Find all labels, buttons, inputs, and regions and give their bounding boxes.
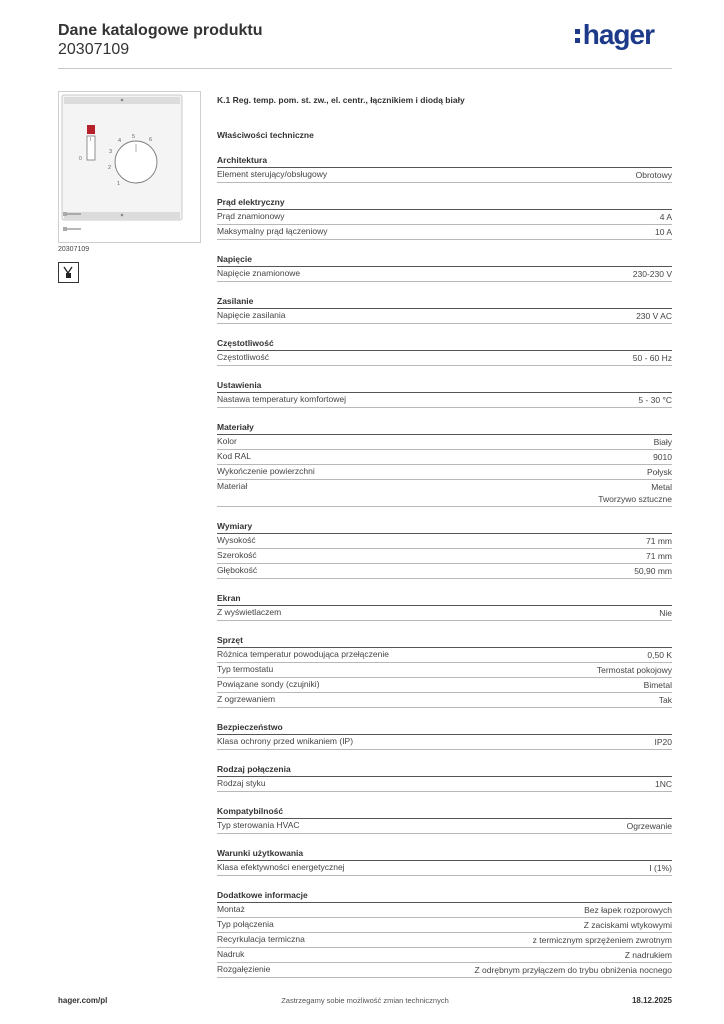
spec-row [217,777,672,792]
spec-label: Nadruk [217,949,245,959]
spec-value-line: 230 V AC [636,311,672,321]
spec-value [584,904,672,916]
spec-row [217,267,672,282]
spec-label: Montaż [217,904,245,914]
spec-value [636,169,672,181]
spec-row [217,819,672,834]
spec-value-line: 9010 [653,452,672,462]
spec-row [217,963,672,978]
spec-group [217,380,672,408]
spec-value-line: Bimetal [643,680,672,690]
svg-text:1: 1 [117,181,121,187]
spec-value-line: Połysk [646,467,672,477]
spec-row [217,564,672,579]
spec-group-title: Materiały [217,422,672,435]
spec-value [646,550,672,562]
spec-row [217,648,672,663]
image-caption: 20307109 [58,246,90,253]
spec-group-title: Rodzaj połączenia [217,764,672,777]
spec-label: Prąd znamionowy [217,211,285,221]
spec-label: Z ogrzewaniem [217,694,276,704]
header-divider [58,68,672,69]
spec-group [217,155,672,183]
spec-value [655,226,672,238]
spec-group [217,635,672,708]
spec-label: Kolor [217,436,237,446]
spec-value-line: 1NC [654,779,672,789]
spec-groups [217,155,672,978]
spec-value-line: 230-230 V [632,269,672,279]
spec-group-title: Zasilanie [217,296,672,309]
spec-row [217,435,672,450]
spec-label: Materiał [217,481,248,491]
spec-row [217,933,672,948]
spec-value-line: I (1%) [649,863,672,873]
spec-label: Z wyświetlaczem [217,607,282,617]
spec-group-title: Warunki użytkowania [217,848,672,861]
spec-value [627,820,672,832]
spec-row [217,210,672,225]
svg-text:6: 6 [149,137,153,143]
spec-row [217,903,672,918]
spec-value [633,352,672,364]
technical-spec-panel [217,95,672,978]
spec-value [475,964,673,976]
spec-value [598,481,672,505]
spec-label: Napięcie zasilania [217,310,286,320]
svg-text:0: 0 [79,156,82,162]
spec-group-title: Dodatkowe informacje [217,890,672,903]
spec-group [217,254,672,282]
hager-logo [575,19,654,50]
spec-row [217,480,672,507]
document-title: Dane katalogowe produktu [58,22,263,39]
spec-value-line: Z odrębnym przyłączem do trybu obniżenia nocnego [474,965,672,975]
spec-group-title: Wymiary [217,521,672,534]
spec-value [533,934,672,946]
spec-label: Wysokość [217,535,256,545]
svg-text:5: 5 [132,134,136,140]
spec-value-line: 10 A [654,227,672,237]
spec-value [653,451,672,463]
product-image [58,91,201,243]
spec-group-title: Częstotliwość [217,338,672,351]
spec-row [217,693,672,708]
spec-group [217,197,672,240]
spec-value [655,778,672,790]
footer-website-link[interactable]: hager.com/pl [58,996,108,1005]
spec-group [217,806,672,834]
spec-value [634,565,672,577]
spec-value-line: 50,90 mm [634,566,672,576]
spec-label: Powiązane sondy (czujniki) [217,679,320,689]
spec-value [633,268,672,280]
spec-label: Rozgałęzienie [217,964,271,974]
spec-row [217,465,672,480]
spec-value-line: Bez łapek rozporowych [584,905,672,915]
spec-label: Częstotliwość [217,352,269,362]
spec-value [654,436,672,448]
spec-value [649,862,672,874]
spec-value-line: Obrotowy [635,170,672,180]
spec-row [217,678,672,693]
footer-disclaimer: Zastrzegamy sobie możliwość zmian technicznych [281,996,449,1005]
spec-value [659,694,672,706]
spec-row [217,948,672,963]
spec-value-line: Z zaciskami wtykowymi [583,920,672,930]
spec-label: Nastawa temperatury komfortowej [217,394,346,404]
spec-row [217,918,672,933]
spec-group-title: Sprzęt [217,635,672,648]
spec-value-line: Metal [651,482,672,492]
spec-row [217,393,672,408]
spec-row [217,534,672,549]
spec-value [647,649,672,661]
spec-group [217,890,672,978]
spec-group [217,338,672,366]
spec-value [636,310,672,322]
spec-row [217,549,672,564]
spec-value-line: Z nadrukiem [624,950,672,960]
spec-value-line: 71 mm [646,551,672,561]
spec-group [217,521,672,579]
delivered-with-screws-icon [58,262,79,283]
spec-group-title: Kompatybilność [217,806,672,819]
spec-row [217,861,672,876]
spec-label: Głębokość [217,565,258,575]
section-heading: Właściwości techniczne [217,130,314,140]
spec-group [217,764,672,792]
spec-label: Typ termostatu [217,664,274,674]
spec-value-line: 5 - 30 °C [638,395,672,405]
spec-label: Kod RAL [217,451,252,461]
spec-group [217,848,672,876]
spec-row [217,450,672,465]
spec-label: Różnica temperatur powodująca przełączenie [217,649,389,659]
page-footer [58,996,672,1008]
spec-label: Rodzaj styku [217,778,266,788]
spec-value [644,679,672,691]
spec-group-title: Ustawienia [217,380,672,393]
thermostat-illustration [59,92,200,242]
svg-text:I: I [90,137,92,143]
spec-value [659,607,672,619]
spec-value [638,394,672,406]
spec-value-line: z termicznym sprzężeniem zwrotnym [532,935,672,945]
svg-text:2: 2 [108,165,112,171]
spec-label: Typ połączenia [217,919,274,929]
spec-value [660,211,672,223]
spec-value [597,664,672,676]
spec-value-line: 71 mm [646,536,672,546]
spec-value [655,736,673,748]
spec-group [217,593,672,621]
spec-value-line: Tak [658,695,672,705]
spec-row [217,225,672,240]
svg-text:4: 4 [118,138,122,144]
spec-label: Klasa efektywności energetycznej [217,862,345,872]
spec-group-title: Napięcie [217,254,672,267]
spec-label: Typ sterowania HVAC [217,820,300,830]
spec-value-line: 50 - 60 Hz [632,353,672,363]
page-header [58,19,672,68]
spec-label: Wykończenie powierzchni [217,466,315,476]
spec-value [584,919,672,931]
spec-value [625,949,672,961]
logo-text: hager [582,19,654,50]
spec-row [217,309,672,324]
spec-group-title: Ekran [217,593,672,606]
spec-value-line: Ogrzewanie [626,821,672,831]
spec-label: Maksymalny prąd łączeniowy [217,226,328,236]
product-code: 20307109 [58,41,130,58]
spec-group-title: Architektura [217,155,672,168]
spec-row [217,168,672,183]
spec-group [217,722,672,750]
spec-label: Klasa ochrony przed wnikaniem (IP) [217,736,354,746]
spec-value-line: Nie [659,608,672,618]
spec-value [646,535,672,547]
spec-row [217,606,672,621]
spec-value-line: IP20 [654,737,672,747]
spec-value [647,466,672,478]
spec-value-line: Biały [653,437,672,447]
spec-group [217,296,672,324]
spec-label: Szerokość [217,550,257,560]
product-description: K.1 Reg. temp. pom. st. zw., el. centr., łącznikiem i diodą biały [217,95,465,105]
svg-text:3: 3 [109,149,113,155]
spec-label: Napięcie znamionowe [217,268,301,278]
spec-value-line: Tworzywo sztuczne [598,494,672,504]
spec-group-title: Prąd elektryczny [217,197,672,210]
spec-group [217,422,672,507]
product-media [58,91,201,283]
spec-group-title: Bezpieczeństwo [217,722,672,735]
spec-label: Element sterujący/obsługowy [217,169,328,179]
spec-row [217,735,672,750]
spec-value-line: 4 A [659,212,672,222]
spec-value-line: Termostat pokojowy [596,665,672,675]
spec-label: Recyrkulacja termiczna [217,934,305,944]
spec-row [217,663,672,678]
footer-date: 18.12.2025 [631,996,672,1005]
spec-row [217,351,672,366]
spec-value-line: 0,50 K [647,650,672,660]
